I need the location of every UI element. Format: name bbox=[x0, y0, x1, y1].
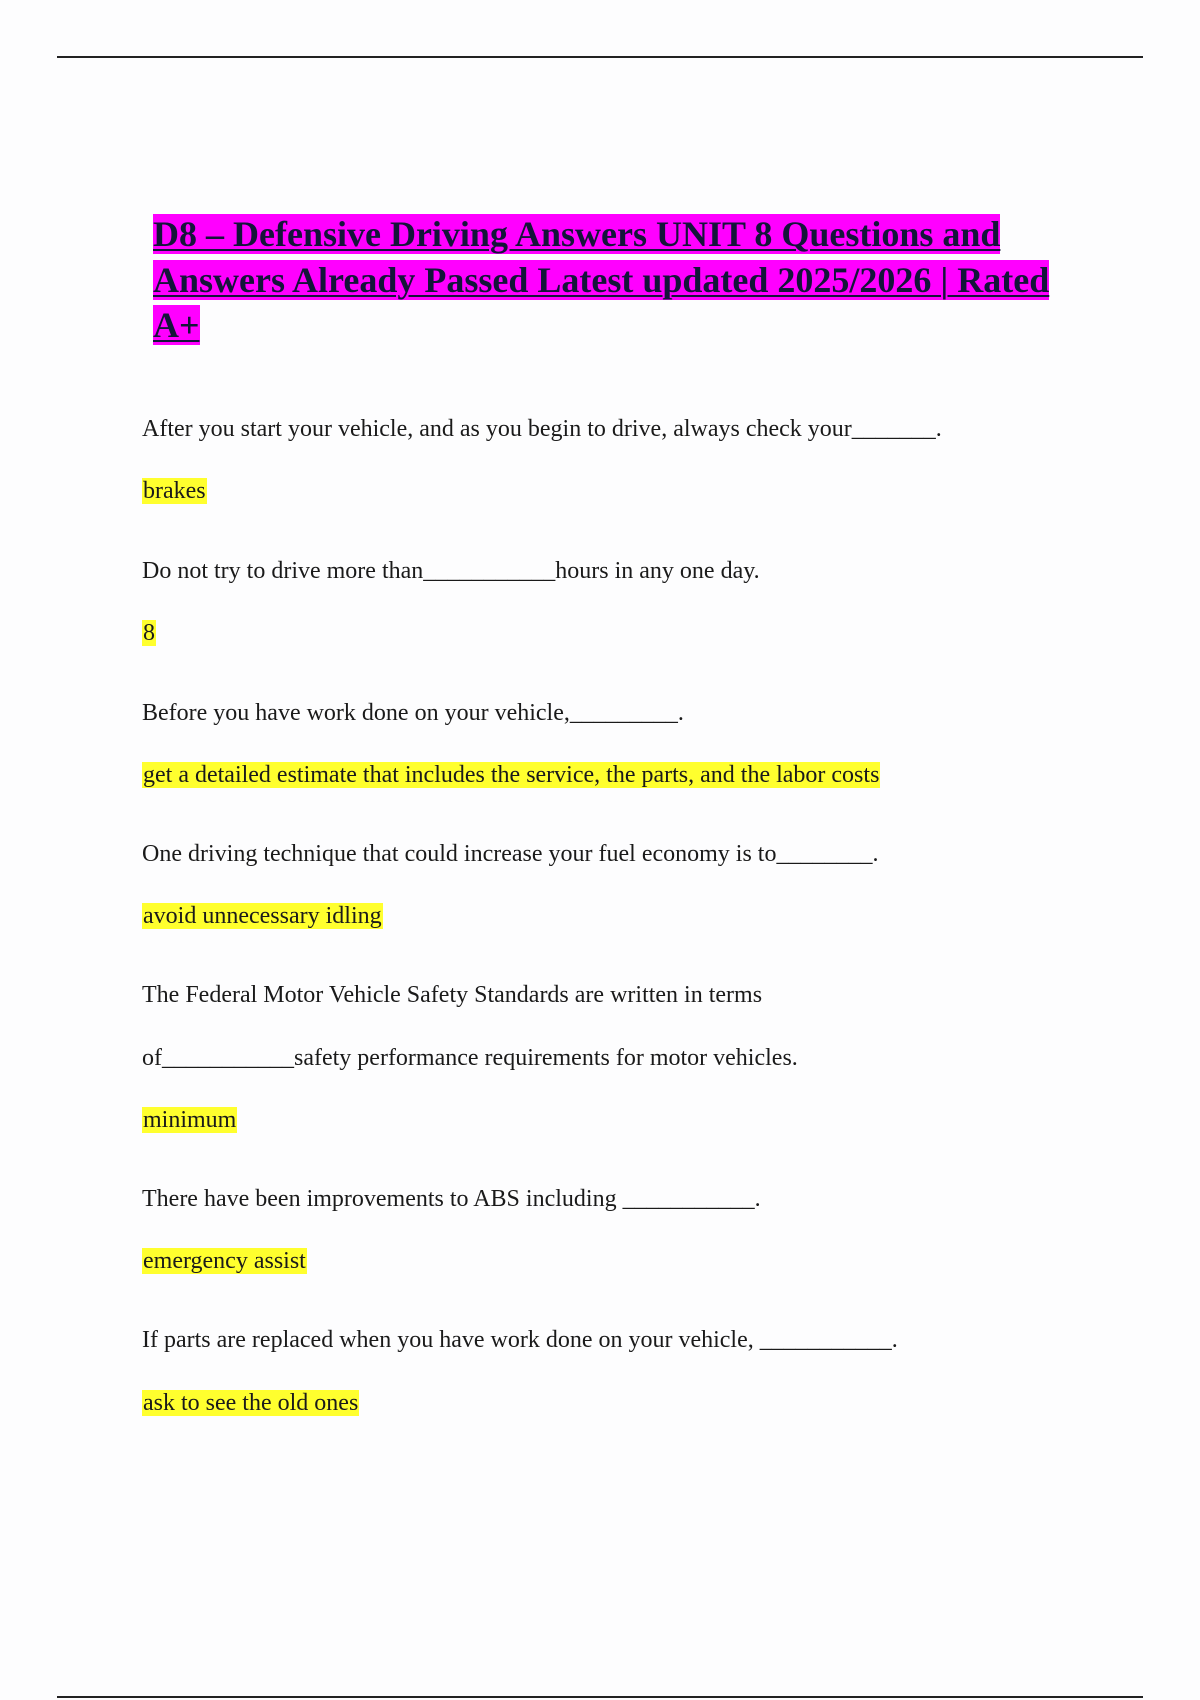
title-highlight: D8 – Defensive Driving Answers UNIT 8 Questions and Answers Already Passed Latest updated 2025/2026 | Rated A+ bbox=[153, 214, 1050, 345]
answer-highlight: avoid unnecessary idling bbox=[143, 903, 382, 929]
question-6: There have been improvements to ABS including ___________. bbox=[142, 1186, 761, 1212]
answer-7 bbox=[142, 1388, 359, 1419]
question-5-line-2: of___________safety performance requirements for motor vehicles. bbox=[142, 1045, 798, 1071]
answer-5 bbox=[142, 1105, 237, 1136]
question-1: After you start your vehicle, and as you begin to drive, always check your_______. bbox=[142, 416, 942, 442]
question-4: One driving technique that could increase your fuel economy is to________. bbox=[142, 841, 879, 867]
answer-highlight: emergency assist bbox=[143, 1248, 306, 1274]
question-3: Before you have work done on your vehicle,_________. bbox=[142, 700, 684, 726]
question-2: Do not try to drive more than___________hours in any one day. bbox=[142, 558, 760, 584]
document-title bbox=[153, 212, 1053, 349]
answer-highlight: minimum bbox=[143, 1107, 237, 1133]
answer-highlight: 8 bbox=[143, 620, 155, 646]
bottom-rule bbox=[57, 1696, 1143, 1698]
answer-1 bbox=[142, 476, 207, 507]
answer-2 bbox=[142, 618, 156, 649]
answer-highlight: ask to see the old ones bbox=[143, 1390, 359, 1416]
answer-4 bbox=[142, 901, 383, 932]
top-rule bbox=[57, 56, 1143, 58]
answer-3 bbox=[142, 760, 880, 791]
answer-highlight: get a detailed estimate that includes the service, the parts, and the labor costs bbox=[143, 762, 880, 788]
answer-highlight: brakes bbox=[143, 478, 206, 504]
question-7: If parts are replaced when you have work done on your vehicle, ___________. bbox=[142, 1327, 898, 1353]
question-5-line-1: The Federal Motor Vehicle Safety Standards are written in terms bbox=[142, 982, 763, 1008]
answer-6 bbox=[142, 1246, 307, 1277]
